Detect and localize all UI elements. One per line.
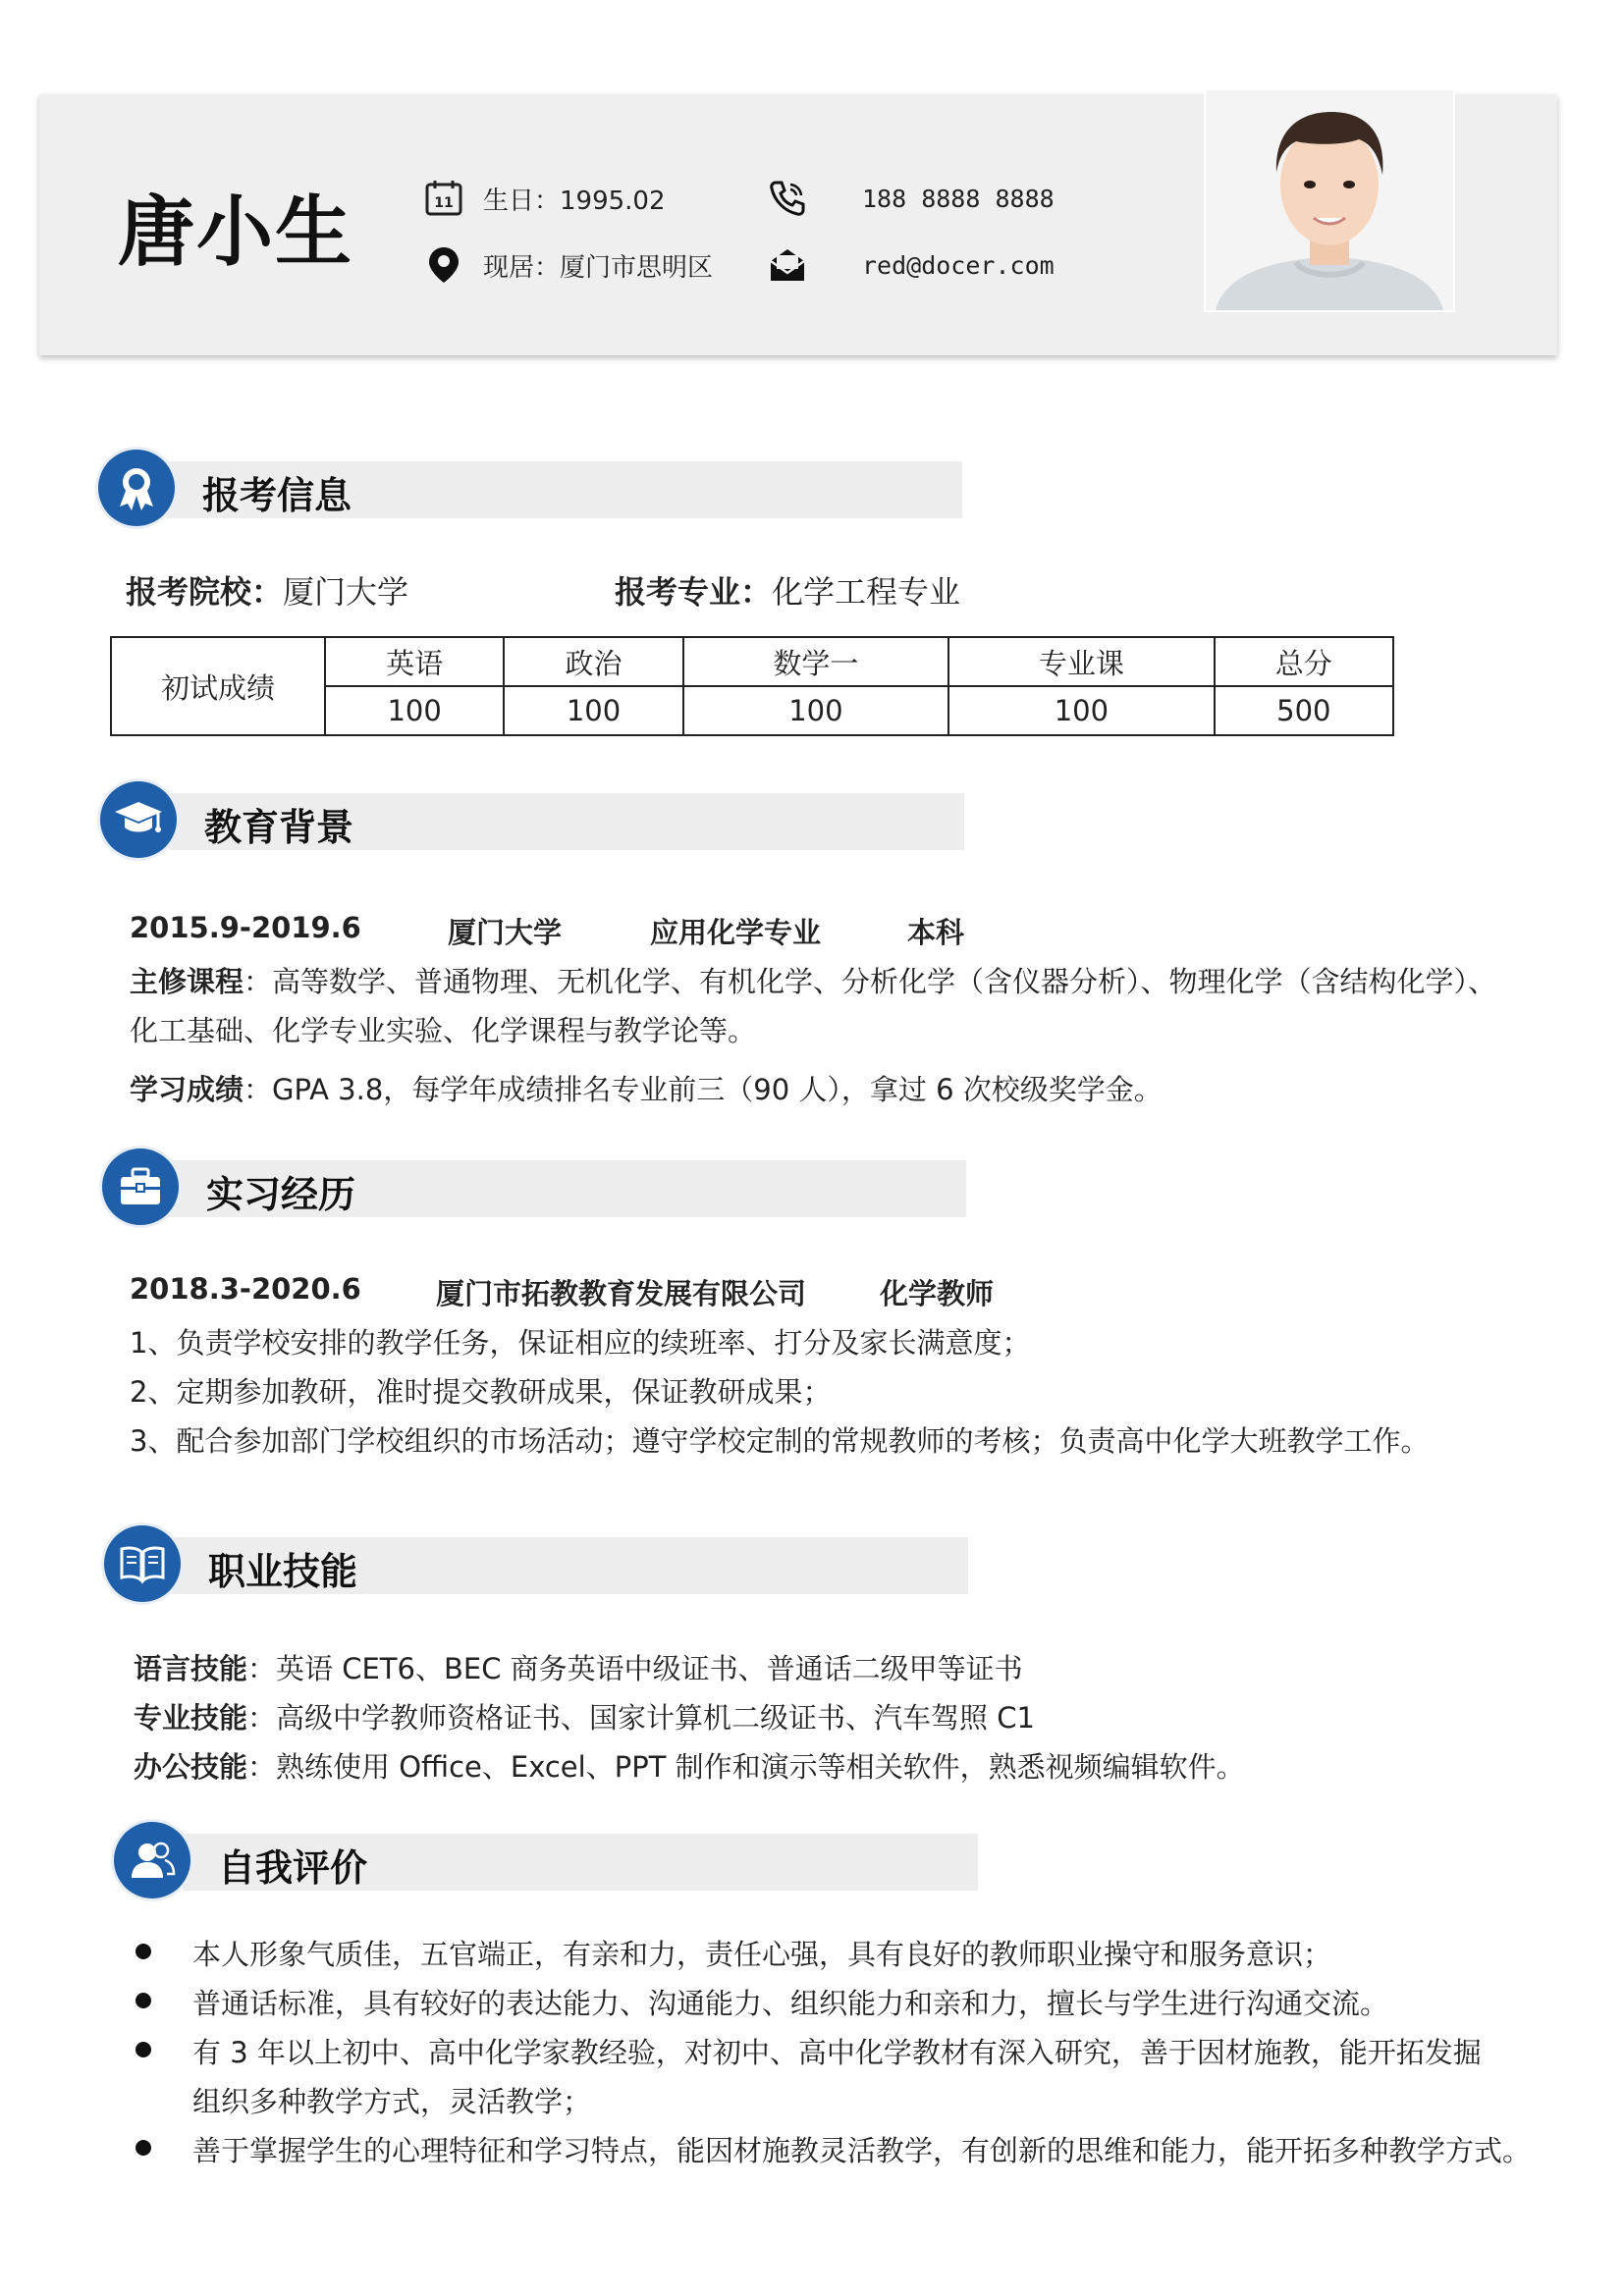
address-info <box>422 243 713 287</box>
section-title: 教育背景 <box>204 806 354 849</box>
resume-header <box>39 94 1557 355</box>
edu-grades <box>130 1068 1163 1108</box>
table-row <box>111 637 1393 686</box>
skill-text: ：熟练使用 Office、Excel、PPT 制作和演示等相关软件，熟悉视频编辑软件。 <box>247 1750 1245 1784</box>
edu-courses-cont: 化工基础、化学专业实验、化学课程与教学论等。 <box>130 1014 757 1047</box>
edu-courses-text: ：高等数学、普通物理、无机化学、有机化学、分析化学（含仪器分析）、物理化学（含结构化学）、 <box>244 965 1497 998</box>
email-text: red@docer.com <box>862 250 1055 280</box>
score-value: 100 <box>683 686 948 735</box>
profile-photo <box>1204 88 1455 312</box>
target-school-label: 报考院校： <box>126 573 284 611</box>
target-school <box>126 567 408 613</box>
section-title: 自我评价 <box>218 1846 368 1890</box>
edu-major: 应用化学专业 <box>650 916 822 949</box>
edu-grades-text: ：GPA 3.8，每学年成绩排名专业前三（90 人），拿过 6 次校级奖学金。 <box>244 1073 1163 1106</box>
edu-degree: 本科 <box>907 916 965 949</box>
skill-label: 专业技能 <box>134 1701 248 1735</box>
address-text: 现居：厦门市思明区 <box>483 252 714 283</box>
list-item-text: 有 3 年以上初中、高中化学家教经验，对初中、高中化学教材有深入研究，善于因材施教，能开拓发掘 <box>192 2036 1482 2069</box>
skill-item <box>134 1647 1023 1687</box>
score-header: 数学一 <box>683 637 948 686</box>
score-header: 英语 <box>325 637 504 686</box>
list-item-text: 组织多种教学方式，灵活教学； <box>192 2085 592 2118</box>
section-skills <box>104 1529 988 1592</box>
score-value: 500 <box>1215 686 1393 735</box>
graduation-cap-icon <box>100 781 177 858</box>
skill-label: 办公技能 <box>134 1750 248 1784</box>
section-title: 职业技能 <box>208 1550 358 1593</box>
location-pin-icon <box>422 243 465 287</box>
edu-school: 厦门大学 <box>448 916 563 949</box>
section-education <box>100 785 984 848</box>
target-major-value: 化学工程专业 <box>772 573 961 611</box>
skill-item <box>134 1745 1245 1786</box>
bullet-icon <box>135 1993 151 2008</box>
target-major-label: 报考专业： <box>615 573 773 611</box>
score-header: 总分 <box>1215 637 1393 686</box>
candidate-name: 唐小生 <box>118 188 354 277</box>
target-major <box>615 567 960 613</box>
skill-item <box>134 1696 1035 1736</box>
phone-info <box>766 177 1055 220</box>
section-title: 报考信息 <box>202 474 352 517</box>
skill-text: ：高级中学教师资格证书、国家计算机二级证书、汽车驾照 C1 <box>247 1701 1035 1735</box>
score-table <box>110 636 1394 736</box>
calendar-icon <box>422 177 465 220</box>
intern-period: 2018.3-2020.6 <box>130 1272 361 1306</box>
skill-text: ：英语 CET6、BEC 商务英语中级证书、普通话二级甲等证书 <box>247 1652 1023 1685</box>
phone-icon <box>766 177 809 220</box>
edu-period: 2015.9-2019.6 <box>130 911 361 944</box>
edu-courses <box>130 960 1496 1000</box>
list-item-text: 本人形象气质佳，五官端正，有亲和力，责任心强，具有良好的教师职业操守和服务意识； <box>192 1938 1332 1971</box>
intern-duty: 1、负责学校安排的教学任务，保证相应的续班率、打分及家长满意度； <box>130 1326 1031 1360</box>
bullet-icon <box>135 1944 151 1959</box>
briefcase-icon <box>102 1148 179 1225</box>
section-internship <box>102 1152 986 1215</box>
birth-info <box>422 177 666 220</box>
phone-text: 188 8888 8888 <box>862 184 1055 213</box>
score-header: 政治 <box>504 637 682 686</box>
score-value: 100 <box>948 686 1214 735</box>
intern-duty: 2、定期参加教研，准时提交教研成果，保证教研成果； <box>130 1375 832 1409</box>
section-exam-info <box>98 454 982 516</box>
section-title: 实习经历 <box>206 1173 356 1216</box>
edu-grades-label: 学习成绩 <box>130 1073 244 1106</box>
score-value: 100 <box>504 686 682 735</box>
birth-text: 生日：1995.02 <box>483 186 666 216</box>
calendar-icon-text: 11 <box>434 195 454 211</box>
users-icon <box>114 1822 190 1898</box>
target-school-value: 厦门大学 <box>283 573 409 611</box>
section-self-evaluation <box>114 1826 998 1889</box>
list-item-text: 普通话标准，具有较好的表达能力、沟通能力、组织能力和亲和力，擅长与学生进行沟通交流。 <box>192 1987 1389 2020</box>
list-item-text: 善于掌握学生的心理特征和学习特点，能因材施教灵活教学，有创新的思维和能力，能开拓多种教学方式。 <box>192 2134 1532 2167</box>
intern-company: 厦门市拓教教育发展有限公司 <box>436 1277 807 1310</box>
score-table-label: 初试成绩 <box>111 637 325 735</box>
intern-role: 化学教师 <box>880 1277 995 1310</box>
score-value: 100 <box>325 686 504 735</box>
book-icon <box>104 1525 181 1602</box>
bullet-icon <box>135 2140 151 2156</box>
score-header: 专业课 <box>948 637 1214 686</box>
email-info <box>766 243 1055 287</box>
mail-icon <box>766 243 809 287</box>
intern-duty: 3、配合参加部门学校组织的市场活动；遵守学校定制的常规教师的考核；负责高中化学大班教学工作。 <box>130 1424 1430 1458</box>
edu-courses-label: 主修课程 <box>130 965 244 998</box>
award-icon <box>98 450 175 526</box>
skill-label: 语言技能 <box>134 1652 248 1685</box>
bullet-icon <box>135 2042 151 2057</box>
